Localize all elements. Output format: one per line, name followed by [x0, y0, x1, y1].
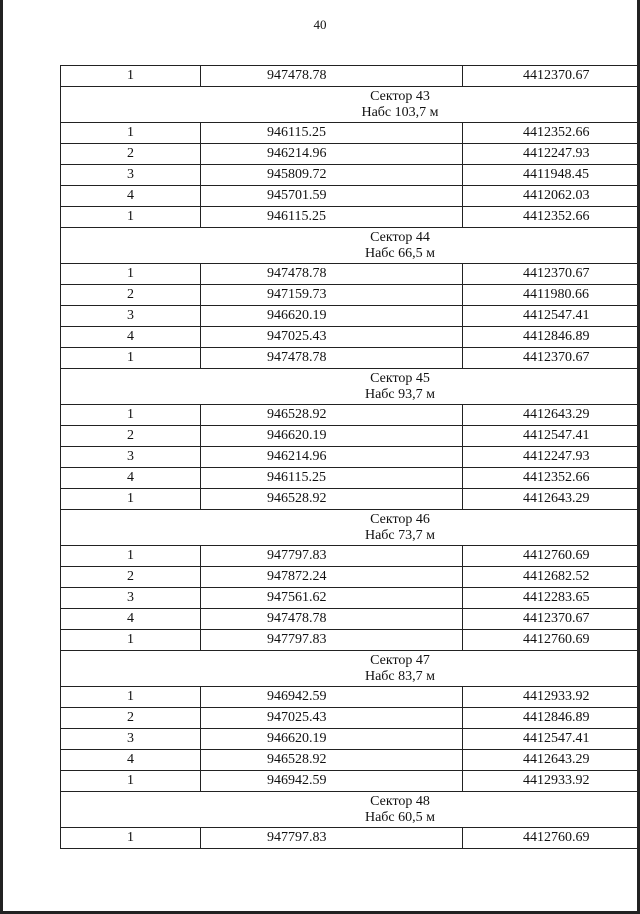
sector-header: [61, 510, 640, 546]
point-number: 1: [61, 123, 201, 144]
table-row: [61, 66, 640, 87]
sector-name: Сектор 47: [370, 652, 430, 668]
x-coordinate: 947872.24: [201, 567, 463, 588]
x-coordinate: 946620.19: [201, 729, 463, 750]
y-coordinate: 4412062.03: [463, 186, 640, 207]
point-number: 1: [61, 546, 201, 567]
point-number: 2: [61, 567, 201, 588]
table-row: [61, 828, 640, 849]
table-row: [61, 771, 640, 792]
table-row: [61, 306, 640, 327]
y-coordinate: 4412643.29: [463, 750, 640, 771]
y-coordinate: 4412370.67: [463, 264, 640, 285]
x-coordinate: 947561.62: [201, 588, 463, 609]
x-coordinate: 947478.78: [201, 609, 463, 630]
sector-header-row: [61, 510, 640, 546]
table-row: [61, 426, 640, 447]
x-coordinate: 947797.83: [201, 546, 463, 567]
table-row: [61, 186, 640, 207]
y-coordinate: 4412283.65: [463, 588, 640, 609]
x-coordinate: 946620.19: [201, 426, 463, 447]
table-row: [61, 630, 640, 651]
sector-header-row: [61, 369, 640, 405]
x-coordinate: 946115.25: [201, 468, 463, 489]
y-coordinate: 4412247.93: [463, 144, 640, 165]
table-row: [61, 165, 640, 186]
point-number: 1: [61, 207, 201, 228]
table-row: [61, 144, 640, 165]
point-number: 3: [61, 588, 201, 609]
y-coordinate: 4412682.52: [463, 567, 640, 588]
x-coordinate: 946620.19: [201, 306, 463, 327]
x-coordinate: 947025.43: [201, 708, 463, 729]
sector-height: Набс 93,7 м: [364, 386, 436, 402]
table-row: [61, 468, 640, 489]
page-number: 40: [313, 17, 327, 32]
y-coordinate: 4412846.89: [463, 327, 640, 348]
point-number: 2: [61, 708, 201, 729]
point-number: 3: [61, 447, 201, 468]
x-coordinate: 947797.83: [201, 828, 463, 849]
sector-name: Сектор 46: [370, 511, 430, 527]
point-number: 3: [61, 165, 201, 186]
sector-header: [61, 228, 640, 264]
sector-header-row: [61, 792, 640, 828]
point-number: 2: [61, 426, 201, 447]
table-row: [61, 750, 640, 771]
sector-name: Сектор 48: [370, 793, 430, 809]
table-row: [61, 447, 640, 468]
table-row: [61, 123, 640, 144]
sector-height: Набс 60,5 м: [364, 809, 436, 825]
point-number: 4: [61, 186, 201, 207]
y-coordinate: 4412933.92: [463, 771, 640, 792]
y-coordinate: 4411948.45: [463, 165, 640, 186]
sector-header: [61, 369, 640, 405]
x-coordinate: 947478.78: [201, 348, 463, 369]
x-coordinate: 946115.25: [201, 123, 463, 144]
y-coordinate: 4412352.66: [463, 207, 640, 228]
x-coordinate: 947159.73: [201, 285, 463, 306]
point-number: 1: [61, 687, 201, 708]
y-coordinate: 4412370.67: [463, 66, 640, 87]
x-coordinate: 945701.59: [201, 186, 463, 207]
table-row: [61, 489, 640, 510]
table-row: [61, 687, 640, 708]
point-number: 1: [61, 489, 201, 510]
point-number: 2: [61, 144, 201, 165]
y-coordinate: 4412370.67: [463, 348, 640, 369]
table-row: [61, 285, 640, 306]
y-coordinate: 4412370.67: [463, 609, 640, 630]
y-coordinate: 4412547.41: [463, 426, 640, 447]
x-coordinate: 946528.92: [201, 750, 463, 771]
point-number: 3: [61, 306, 201, 327]
table-row: [61, 729, 640, 750]
x-coordinate: 946115.25: [201, 207, 463, 228]
table-row: [61, 567, 640, 588]
point-number: 4: [61, 468, 201, 489]
sector-header: [61, 87, 640, 123]
coordinates-table: [60, 65, 640, 849]
table-row: [61, 264, 640, 285]
point-number: 2: [61, 285, 201, 306]
x-coordinate: 947797.83: [201, 630, 463, 651]
point-number: 3: [61, 729, 201, 750]
y-coordinate: 4412247.93: [463, 447, 640, 468]
sector-height: Набс 73,7 м: [364, 527, 436, 543]
y-coordinate: 4412643.29: [463, 405, 640, 426]
x-coordinate: 946528.92: [201, 489, 463, 510]
y-coordinate: 4412352.66: [463, 123, 640, 144]
sector-header-row: [61, 651, 640, 687]
x-coordinate: 947025.43: [201, 327, 463, 348]
sector-name: Сектор 45: [370, 370, 430, 386]
y-coordinate: 4411980.66: [463, 285, 640, 306]
table-row: [61, 207, 640, 228]
point-number: 4: [61, 750, 201, 771]
table-row: [61, 546, 640, 567]
y-coordinate: 4412846.89: [463, 708, 640, 729]
point-number: 1: [61, 264, 201, 285]
x-coordinate: 946528.92: [201, 405, 463, 426]
table-row: [61, 609, 640, 630]
point-number: 4: [61, 327, 201, 348]
x-coordinate: 945809.72: [201, 165, 463, 186]
y-coordinate: 4412760.69: [463, 828, 640, 849]
sector-height: Набс 66,5 м: [364, 245, 436, 261]
table-row: [61, 588, 640, 609]
point-number: 4: [61, 609, 201, 630]
y-coordinate: 4412547.41: [463, 306, 640, 327]
x-coordinate: 946214.96: [201, 447, 463, 468]
sector-header: [61, 651, 640, 687]
x-coordinate: 946942.59: [201, 771, 463, 792]
point-number: 1: [61, 348, 201, 369]
point-number: 1: [61, 630, 201, 651]
y-coordinate: 4412933.92: [463, 687, 640, 708]
y-coordinate: 4412352.66: [463, 468, 640, 489]
sector-name: Сектор 44: [370, 229, 430, 245]
y-coordinate: 4412643.29: [463, 489, 640, 510]
table-row: [61, 327, 640, 348]
point-number: 1: [61, 66, 201, 87]
point-number: 1: [61, 771, 201, 792]
scan-edge-left: [0, 0, 3, 914]
table-row: [61, 405, 640, 426]
y-coordinate: 4412760.69: [463, 546, 640, 567]
sector-name: Сектор 43: [370, 88, 430, 104]
x-coordinate: 946214.96: [201, 144, 463, 165]
x-coordinate: 946942.59: [201, 687, 463, 708]
sector-height: Набс 83,7 м: [364, 668, 436, 684]
point-number: 1: [61, 828, 201, 849]
table-row: [61, 348, 640, 369]
y-coordinate: 4412547.41: [463, 729, 640, 750]
y-coordinate: 4412760.69: [463, 630, 640, 651]
sector-header: [61, 792, 640, 828]
x-coordinate: 947478.78: [201, 66, 463, 87]
sector-header-row: [61, 87, 640, 123]
table-row: [61, 708, 640, 729]
x-coordinate: 947478.78: [201, 264, 463, 285]
sector-height: Набс 103,7 м: [361, 104, 439, 120]
sector-header-row: [61, 228, 640, 264]
point-number: 1: [61, 405, 201, 426]
